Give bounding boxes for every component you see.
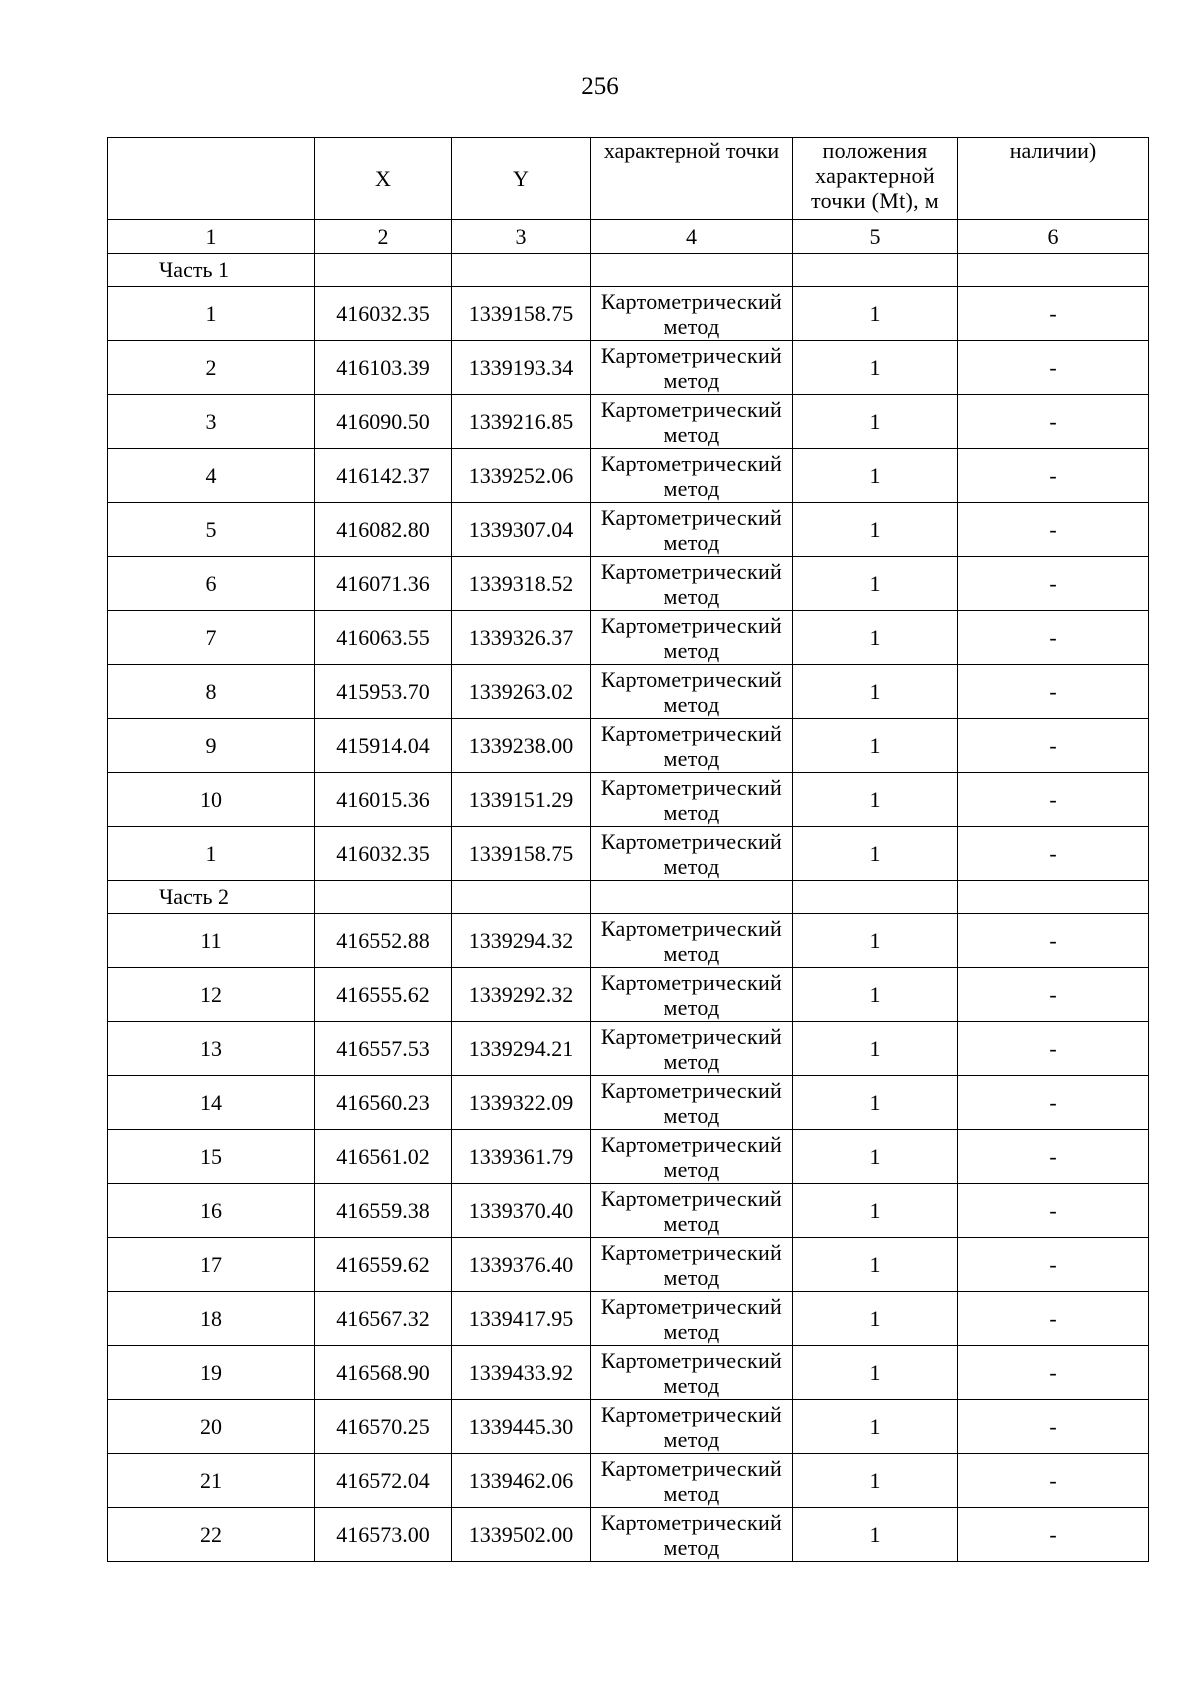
table-row	[108, 1238, 1149, 1292]
table-row	[108, 719, 1149, 773]
header-cell-accuracy	[793, 138, 958, 220]
method-line-1: Картометрический	[600, 1185, 783, 1211]
method-cell	[591, 968, 793, 1022]
coord-x: 416559.62	[315, 1238, 452, 1292]
method-line-2: метод	[663, 313, 720, 339]
method-line-1: Картометрический	[600, 1023, 783, 1049]
accuracy-value: 1	[793, 1454, 958, 1508]
page-number: 256	[581, 73, 619, 100]
column-number: 2	[315, 220, 452, 254]
coord-y: 1339502.00	[452, 1508, 591, 1562]
method-line-2: метод	[663, 1156, 720, 1182]
method-cell	[591, 341, 793, 395]
method-line-1: Картометрический	[600, 450, 783, 476]
point-number: 18	[108, 1292, 315, 1346]
note-value: -	[958, 557, 1149, 611]
accuracy-value: 1	[793, 1130, 958, 1184]
header-cell-method: характерной точки	[591, 138, 793, 220]
method-line-1: Картометрический	[600, 828, 783, 854]
method-line-1: Картометрический	[600, 774, 783, 800]
table-row	[108, 1508, 1149, 1562]
coord-y: 1339158.75	[452, 287, 591, 341]
table-row	[108, 1022, 1149, 1076]
coord-y: 1339417.95	[452, 1292, 591, 1346]
coord-y: 1339292.32	[452, 968, 591, 1022]
coord-x: 415953.70	[315, 665, 452, 719]
method-cell	[591, 773, 793, 827]
table-row	[108, 395, 1149, 449]
accuracy-value: 1	[793, 395, 958, 449]
point-number: 11	[108, 914, 315, 968]
coord-x: 416557.53	[315, 1022, 452, 1076]
empty-cell	[452, 881, 591, 914]
method-cell	[591, 1400, 793, 1454]
method-cell	[591, 611, 793, 665]
coord-x: 416090.50	[315, 395, 452, 449]
accuracy-value: 1	[793, 773, 958, 827]
method-cell	[591, 719, 793, 773]
method-cell	[591, 1076, 793, 1130]
empty-cell	[591, 254, 793, 287]
column-number: 4	[591, 220, 793, 254]
method-line-1: Картометрический	[600, 1509, 783, 1535]
table-row	[108, 449, 1149, 503]
coord-y: 1339294.21	[452, 1022, 591, 1076]
table-row	[108, 611, 1149, 665]
point-number: 1	[108, 287, 315, 341]
method-line-1: Картометрический	[600, 1131, 783, 1157]
method-cell	[591, 449, 793, 503]
method-line-1: Картометрический	[600, 666, 783, 692]
method-line-1: Картометрический	[600, 288, 783, 314]
note-value: -	[958, 1022, 1149, 1076]
method-cell	[591, 1454, 793, 1508]
table-row	[108, 1400, 1149, 1454]
method-cell	[591, 1184, 793, 1238]
coord-y: 1339193.34	[452, 341, 591, 395]
coord-y: 1339151.29	[452, 773, 591, 827]
coord-y: 1339158.75	[452, 827, 591, 881]
method-line-2: метод	[663, 1048, 720, 1074]
method-line-2: метод	[663, 1102, 720, 1128]
method-line-2: метод	[663, 421, 720, 447]
empty-cell	[958, 254, 1149, 287]
coord-y: 1339370.40	[452, 1184, 591, 1238]
coord-x: 416063.55	[315, 611, 452, 665]
note-value: -	[958, 914, 1149, 968]
note-value: -	[958, 1130, 1149, 1184]
coord-y: 1339462.06	[452, 1454, 591, 1508]
method-cell	[591, 665, 793, 719]
table-row	[108, 665, 1149, 719]
method-line-2: метод	[663, 529, 720, 555]
accuracy-value: 1	[793, 1238, 958, 1292]
method-cell	[591, 503, 793, 557]
accuracy-value: 1	[793, 557, 958, 611]
table-row	[108, 773, 1149, 827]
method-line-1: Картометрический	[600, 396, 783, 422]
point-number: 14	[108, 1076, 315, 1130]
note-value: -	[958, 773, 1149, 827]
method-line-2: метод	[663, 1372, 720, 1398]
point-number: 2	[108, 341, 315, 395]
point-number: 17	[108, 1238, 315, 1292]
point-number: 3	[108, 395, 315, 449]
point-number: 13	[108, 1022, 315, 1076]
header-accuracy-line-2: характерной	[815, 163, 935, 188]
coord-x: 416103.39	[315, 341, 452, 395]
empty-cell	[958, 881, 1149, 914]
table-row	[108, 557, 1149, 611]
column-number: 6	[958, 220, 1149, 254]
method-line-1: Картометрический	[600, 969, 783, 995]
accuracy-value: 1	[793, 1184, 958, 1238]
table-body	[108, 138, 1149, 1562]
coord-x: 416032.35	[315, 287, 452, 341]
point-number: 21	[108, 1454, 315, 1508]
coord-y: 1339238.00	[452, 719, 591, 773]
method-line-1: Картометрический	[600, 1293, 783, 1319]
note-value: -	[958, 503, 1149, 557]
method-line-1: Картометрический	[600, 1077, 783, 1103]
table-row	[108, 1130, 1149, 1184]
method-line-2: метод	[663, 994, 720, 1020]
method-line-2: метод	[663, 1534, 720, 1560]
method-cell	[591, 1130, 793, 1184]
note-value: -	[958, 449, 1149, 503]
method-cell	[591, 557, 793, 611]
column-number: 3	[452, 220, 591, 254]
table-row	[108, 1454, 1149, 1508]
note-value: -	[958, 395, 1149, 449]
method-cell	[591, 1292, 793, 1346]
coord-x: 416082.80	[315, 503, 452, 557]
accuracy-value: 1	[793, 611, 958, 665]
point-number: 1	[108, 827, 315, 881]
coord-x: 416561.02	[315, 1130, 452, 1184]
table-row	[108, 914, 1149, 968]
point-number: 6	[108, 557, 315, 611]
accuracy-value: 1	[793, 665, 958, 719]
note-value: -	[958, 1454, 1149, 1508]
note-value: -	[958, 968, 1149, 1022]
method-cell	[591, 914, 793, 968]
method-cell	[591, 1238, 793, 1292]
note-value: -	[958, 1292, 1149, 1346]
table-row	[108, 1346, 1149, 1400]
method-line-1: Картометрический	[600, 612, 783, 638]
coord-x: 416032.35	[315, 827, 452, 881]
method-line-2: метод	[663, 799, 720, 825]
method-line-2: метод	[663, 367, 720, 393]
method-cell	[591, 287, 793, 341]
header-cell-x: X	[315, 138, 452, 220]
method-line-2: метод	[663, 1264, 720, 1290]
part-label: Часть 2	[108, 881, 315, 914]
method-cell	[591, 1508, 793, 1562]
accuracy-value: 1	[793, 287, 958, 341]
note-value: -	[958, 665, 1149, 719]
point-number: 16	[108, 1184, 315, 1238]
header-row	[108, 138, 1149, 220]
coord-x: 416573.00	[315, 1508, 452, 1562]
coord-x: 416142.37	[315, 449, 452, 503]
method-line-1: Картометрический	[600, 1347, 783, 1373]
coord-y: 1339376.40	[452, 1238, 591, 1292]
accuracy-value: 1	[793, 914, 958, 968]
empty-cell	[793, 881, 958, 914]
table-row	[108, 1292, 1149, 1346]
accuracy-value: 1	[793, 503, 958, 557]
method-cell	[591, 1346, 793, 1400]
accuracy-value: 1	[793, 827, 958, 881]
method-line-2: метод	[663, 940, 720, 966]
coord-y: 1339361.79	[452, 1130, 591, 1184]
point-number: 4	[108, 449, 315, 503]
method-line-1: Картометрический	[600, 558, 783, 584]
method-line-2: метод	[663, 583, 720, 609]
point-number: 15	[108, 1130, 315, 1184]
method-line-2: метод	[663, 691, 720, 717]
coord-x: 416071.36	[315, 557, 452, 611]
point-number: 20	[108, 1400, 315, 1454]
point-number: 22	[108, 1508, 315, 1562]
coord-x: 416552.88	[315, 914, 452, 968]
empty-cell	[591, 881, 793, 914]
point-number: 5	[108, 503, 315, 557]
coord-y: 1339294.32	[452, 914, 591, 968]
accuracy-value: 1	[793, 341, 958, 395]
table-row	[108, 968, 1149, 1022]
empty-cell	[315, 254, 452, 287]
method-line-2: метод	[663, 1480, 720, 1506]
table-row	[108, 1184, 1149, 1238]
coord-x: 416568.90	[315, 1346, 452, 1400]
empty-cell	[793, 254, 958, 287]
method-line-1: Картометрический	[600, 504, 783, 530]
coord-x: 416015.36	[315, 773, 452, 827]
method-line-1: Картометрический	[600, 1455, 783, 1481]
part-label: Часть 1	[108, 254, 315, 287]
method-cell	[591, 395, 793, 449]
table-row	[108, 827, 1149, 881]
point-number: 12	[108, 968, 315, 1022]
accuracy-value: 1	[793, 1076, 958, 1130]
coord-x: 416555.62	[315, 968, 452, 1022]
empty-cell	[452, 254, 591, 287]
coord-x: 416559.38	[315, 1184, 452, 1238]
accuracy-value: 1	[793, 1400, 958, 1454]
note-value: -	[958, 1508, 1149, 1562]
method-line-2: метод	[663, 745, 720, 771]
table-row	[108, 503, 1149, 557]
method-cell	[591, 827, 793, 881]
method-line-2: метод	[663, 1210, 720, 1236]
part-row	[108, 881, 1149, 914]
header-cell-note: наличии)	[958, 138, 1149, 220]
point-number: 7	[108, 611, 315, 665]
column-number: 1	[108, 220, 315, 254]
note-value: -	[958, 1184, 1149, 1238]
coord-y: 1339322.09	[452, 1076, 591, 1130]
accuracy-value: 1	[793, 1508, 958, 1562]
coord-y: 1339433.92	[452, 1346, 591, 1400]
note-value: -	[958, 1400, 1149, 1454]
coord-y: 1339307.04	[452, 503, 591, 557]
method-line-1: Картометрический	[600, 342, 783, 368]
header-accuracy-line-3: точки (Mt), м	[811, 188, 939, 213]
header-accuracy-line-1: положения	[822, 138, 928, 163]
coord-x: 416567.32	[315, 1292, 452, 1346]
table-row	[108, 341, 1149, 395]
note-value: -	[958, 1076, 1149, 1130]
note-value: -	[958, 287, 1149, 341]
method-line-2: метод	[663, 853, 720, 879]
method-line-2: метод	[663, 1318, 720, 1344]
coord-y: 1339318.52	[452, 557, 591, 611]
coord-x: 415914.04	[315, 719, 452, 773]
note-value: -	[958, 1238, 1149, 1292]
accuracy-value: 1	[793, 719, 958, 773]
coord-y: 1339445.30	[452, 1400, 591, 1454]
point-number: 9	[108, 719, 315, 773]
note-value: -	[958, 719, 1149, 773]
method-line-1: Картометрический	[600, 720, 783, 746]
coord-y: 1339326.37	[452, 611, 591, 665]
note-value: -	[958, 341, 1149, 395]
empty-cell	[315, 881, 452, 914]
accuracy-value: 1	[793, 968, 958, 1022]
table-row	[108, 1076, 1149, 1130]
accuracy-value: 1	[793, 1022, 958, 1076]
coordinates-table	[107, 137, 1149, 1562]
accuracy-value: 1	[793, 1346, 958, 1400]
header-cell-point	[108, 138, 315, 220]
coord-x: 416572.04	[315, 1454, 452, 1508]
method-line-1: Картометрический	[600, 1401, 783, 1427]
coord-y: 1339263.02	[452, 665, 591, 719]
note-value: -	[958, 611, 1149, 665]
point-number: 19	[108, 1346, 315, 1400]
method-line-2: метод	[663, 475, 720, 501]
coord-x: 416560.23	[315, 1076, 452, 1130]
method-line-1: Картометрический	[600, 915, 783, 941]
method-line-2: метод	[663, 1426, 720, 1452]
accuracy-value: 1	[793, 1292, 958, 1346]
column-numbers-row	[108, 220, 1149, 254]
method-line-1: Картометрический	[600, 1239, 783, 1265]
table-row	[108, 287, 1149, 341]
column-number: 5	[793, 220, 958, 254]
coord-y: 1339216.85	[452, 395, 591, 449]
accuracy-value: 1	[793, 449, 958, 503]
header-cell-y: Y	[452, 138, 591, 220]
part-row	[108, 254, 1149, 287]
point-number: 8	[108, 665, 315, 719]
note-value: -	[958, 1346, 1149, 1400]
point-number: 10	[108, 773, 315, 827]
coord-x: 416570.25	[315, 1400, 452, 1454]
method-cell	[591, 1022, 793, 1076]
note-value: -	[958, 827, 1149, 881]
method-line-2: метод	[663, 637, 720, 663]
coord-y: 1339252.06	[452, 449, 591, 503]
